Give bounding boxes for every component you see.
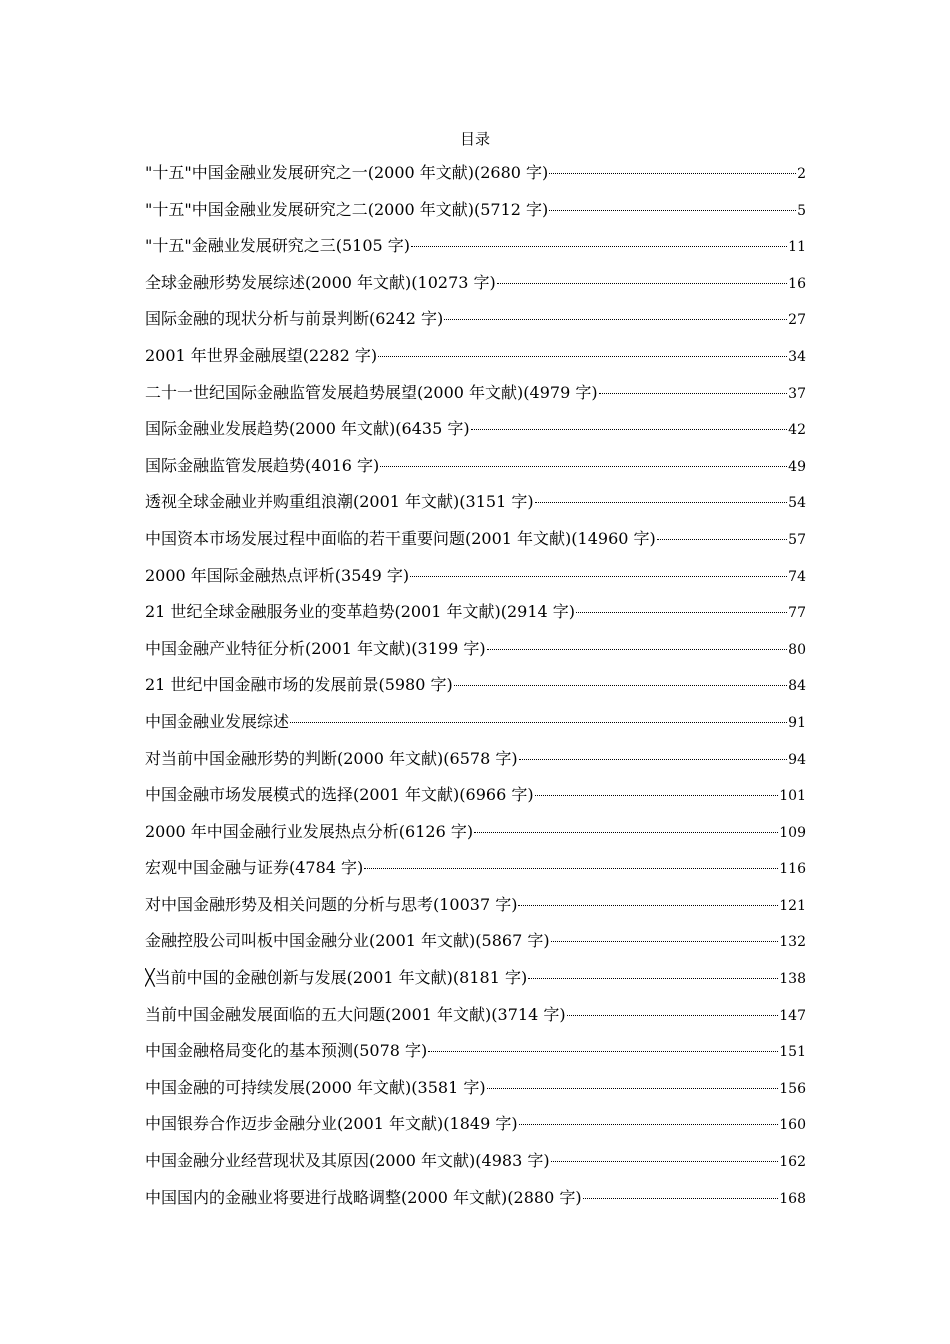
toc-list [145,158,806,1219]
toc-entry-title: 对当前中国金融形势的判断(2000 年文献)(6578 字) [145,748,518,768]
toc-entry-page-number: 168 [779,1190,806,1207]
toc-entry-title: 当前中国金融发展面临的五大问题(2001 年文献)(3714 字) [145,1004,566,1024]
toc-entry[interactable] [145,963,806,1000]
toc-dot-leader [380,466,787,467]
toc-entry-title: 全球金融形势发展综述(2000 年文献)(10273 字) [145,272,496,292]
toc-dot-leader [497,283,787,284]
toc-entry[interactable] [145,561,806,598]
toc-dot-leader [411,246,787,247]
toc-entry-title: 对中国金融形势及相关问题的分析与思考(10037 字) [145,894,518,914]
toc-entry-page-number: 138 [779,971,806,988]
toc-entry-page-number: 11 [788,239,806,256]
toc-entry[interactable] [145,414,806,451]
toc-entry-page-number: 84 [788,678,806,695]
toc-dot-leader [487,1088,779,1089]
toc-entry-page-number: 57 [788,531,806,548]
toc-entry-title: 中国金融市场发展模式的选择(2001 年文献)(6966 字) [145,785,534,805]
toc-entry-title: 国际金融业发展趋势(2000 年文献)(6435 字) [145,419,470,439]
toc-entry-page-number: 5 [797,202,806,219]
toc-dot-leader [549,210,796,211]
toc-entry[interactable] [145,670,806,707]
toc-entry-page-number: 101 [779,788,806,805]
toc-dot-leader [551,941,779,942]
toc-entry-page-number: 54 [788,495,806,512]
toc-entry-page-number: 80 [788,641,806,658]
toc-dot-leader [535,502,788,503]
toc-entry-title: 中国金融产业特征分析(2001 年文献)(3199 字) [145,638,486,658]
toc-entry-title: "十五"金融业发展研究之三(5105 字) [145,236,411,256]
toc-entry-title: 21 世纪全球金融服务业的变革趋势(2001 年文献)(2914 字) [145,602,576,622]
toc-entry[interactable] [145,926,806,963]
toc-entry[interactable] [145,195,806,232]
toc-dot-leader [528,978,778,979]
toc-dot-leader [535,795,779,796]
toc-entry-page-number: 37 [788,385,806,402]
toc-entry[interactable] [145,1109,806,1146]
toc-entry-page-number: 151 [779,1044,806,1061]
toc-dot-leader [290,722,787,723]
toc-entry[interactable] [145,707,806,744]
toc-entry-page-number: 91 [788,714,806,731]
toc-dot-leader [599,393,788,394]
toc-dot-leader [454,685,787,686]
toc-entry-title: "十五"中国金融业发展研究之二(2000 年文献)(5712 字) [145,199,549,219]
toc-entry-title: 中国金融的可持续发展(2000 年文献)(3581 字) [145,1077,486,1097]
toc-entry-page-number: 2 [797,166,806,182]
toc-entry-title: 中国金融分业经营现状及其原因(2000 年文献)(4983 字) [145,1151,550,1171]
toc-entry-page-number: 94 [788,751,806,768]
toc-entry-title: 国际金融的现状分析与前景判断(6242 字) [145,309,444,329]
toc-entry[interactable] [145,1036,806,1073]
toc-entry-page-number: 77 [788,605,806,622]
toc-entry[interactable] [145,890,806,927]
toc-entry[interactable] [145,1146,806,1183]
toc-entry-title: 二十一世纪国际金融监管发展趋势展望(2000 年文献)(4979 字) [145,382,598,402]
toc-entry[interactable] [145,780,806,817]
toc-entry-title: 2000 年国际金融热点评析(3549 字) [145,565,410,585]
toc-entry-title: 透视全球金融业并购重组浪潮(2001 年文献)(3151 字) [145,492,534,512]
toc-entry[interactable] [145,158,806,195]
toc-dot-leader [549,173,796,174]
toc-entry[interactable] [145,451,806,488]
toc-entry-title: 中国国内的金融业将要进行战略调整(2000 年文献)(2880 字) [145,1187,582,1207]
toc-dot-leader [428,1051,778,1052]
toc-entry-title: 2000 年中国金融行业发展热点分析(6126 字) [145,821,474,841]
toc-dot-leader [567,1015,779,1016]
toc-entry[interactable] [145,487,806,524]
toc-entry-page-number: 156 [779,1080,806,1097]
toc-entry-page-number: 27 [788,312,806,329]
toc-dot-leader [657,539,787,540]
toc-entry-title: 中国金融格局变化的基本预测(5078 字) [145,1041,428,1061]
toc-entry[interactable] [145,231,806,268]
toc-entry[interactable] [145,744,806,781]
toc-dot-leader [551,1161,779,1162]
toc-entry-page-number: 116 [779,861,806,878]
toc-entry[interactable] [145,378,806,415]
toc-dot-leader [410,576,787,577]
toc-entry-title: "十五"中国金融业发展研究之一(2000 年文献)(2680 字) [145,163,549,182]
toc-dot-leader [519,1124,779,1125]
toc-entry-page-number: 34 [788,348,806,365]
toc-entry[interactable] [145,1183,806,1220]
toc-entry[interactable] [145,853,806,890]
toc-dot-leader [519,759,788,760]
toc-dot-leader [583,1198,779,1199]
toc-entry-page-number: 160 [779,1117,806,1134]
toc-entry-page-number: 132 [779,934,806,951]
toc-entry-page-number: 121 [779,897,806,914]
toc-entry-page-number: 147 [779,1007,806,1024]
toc-entry[interactable] [145,341,806,378]
toc-entry-title: ╳当前中国的金融创新与发展(2001 年文献)(8181 字) [145,968,528,988]
toc-entry-title: 宏观中国金融与证券(4784 字) [145,858,364,878]
toc-dot-leader [487,649,788,650]
toc-dot-leader [576,612,787,613]
toc-entry-page-number: 74 [788,568,806,585]
toc-entry[interactable] [145,1073,806,1110]
toc-entry[interactable] [145,597,806,634]
toc-entry-page-number: 42 [788,422,806,439]
toc-entry-title: 金融控股公司叫板中国金融分业(2001 年文献)(5867 字) [145,931,550,951]
toc-dot-leader [378,356,787,357]
toc-entry-page-number: 49 [788,458,806,475]
toc-dot-leader [364,868,778,869]
toc-title: 目录 [459,130,490,148]
toc-entry[interactable] [145,817,806,854]
toc-dot-leader [444,319,787,320]
toc-entry-title: 2001 年世界金融展望(2282 字) [145,345,378,365]
toc-dot-leader [474,832,778,833]
toc-entry-title: 中国银券合作迈步金融分业(2001 年文献)(1849 字) [145,1114,518,1134]
toc-entry-title: 21 世纪中国金融市场的发展前景(5980 字) [145,675,453,695]
toc-entry[interactable] [145,1000,806,1037]
toc-entry[interactable] [145,524,806,561]
toc-entry-title: 国际金融监管发展趋势(4016 字) [145,455,380,475]
toc-entry[interactable] [145,268,806,305]
toc-dot-leader [471,429,788,430]
toc-entry-title: 中国金融业发展综述 [145,711,290,731]
toc-entry[interactable] [145,634,806,671]
toc-dot-leader [518,905,778,906]
toc-entry-page-number: 162 [779,1154,806,1171]
toc-entry-title: 中国资本市场发展过程中面临的若干重要问题(2001 年文献)(14960 字) [145,528,656,548]
toc-entry[interactable] [145,304,806,341]
toc-entry-page-number: 16 [788,275,806,292]
toc-entry-page-number: 109 [779,824,806,841]
